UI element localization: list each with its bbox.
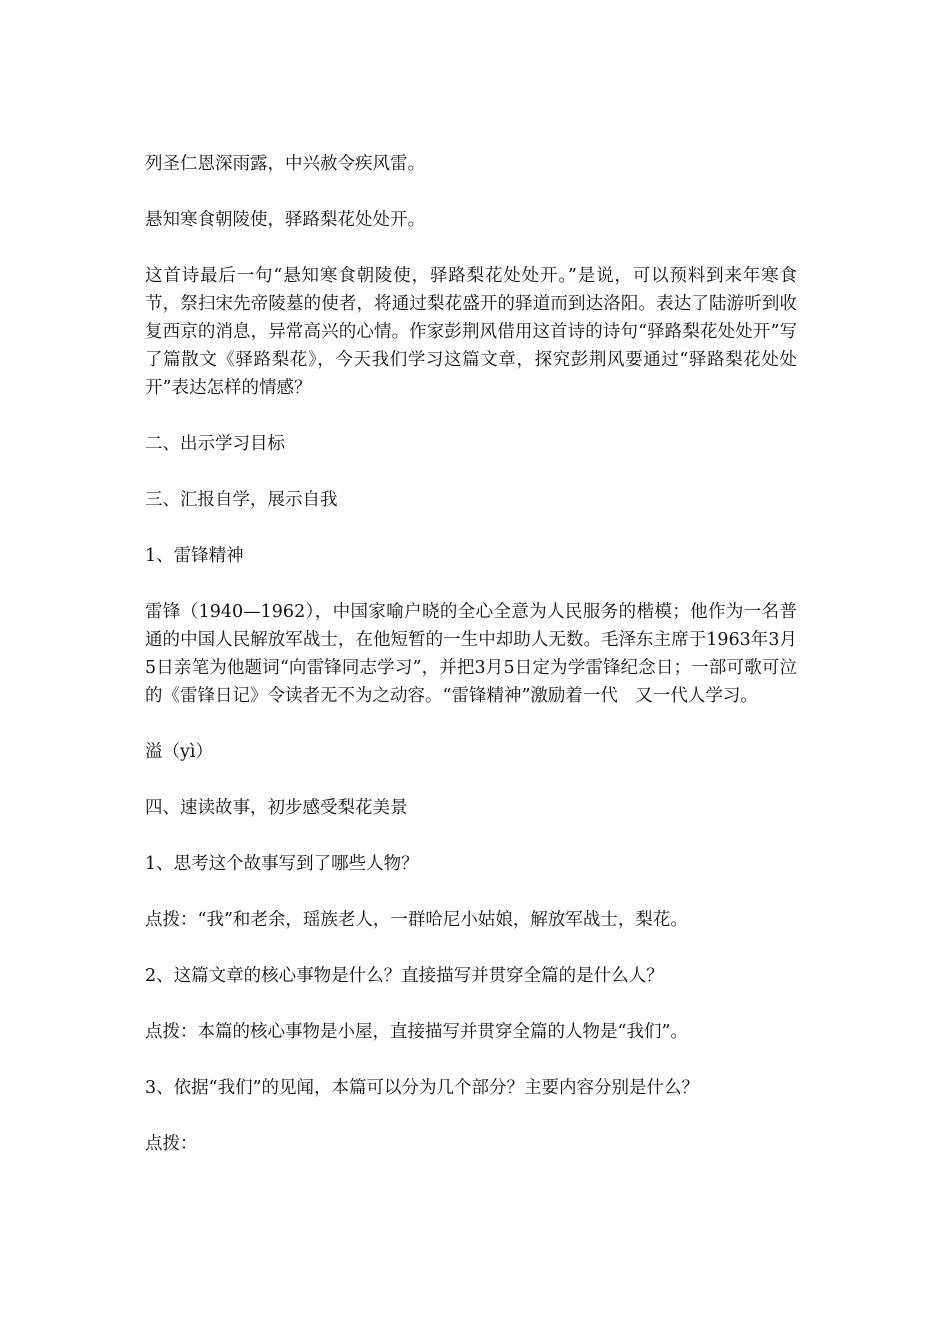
question-3: 3、依据“我们”的见闻，本篇可以分为几个部分？主要内容分别是什么？ (145, 1078, 700, 1098)
poem-line-2: 悬知寒食朝陵使，驿路梨花处处开。 (145, 210, 425, 230)
question-1: 1、思考这个故事写到了哪些人物？ (145, 854, 419, 874)
pronunciation-note: 溢（yì） (145, 742, 213, 762)
subheading-lei-feng-spirit: 1、雷锋精神 (145, 546, 244, 566)
poem-line-1: 列圣仁恩深雨露，中兴赦令疾风雷。 (145, 154, 425, 174)
lei-feng-paragraph: 雷锋（1940—1962），中国家喻户晓的全心全意为人民服务的楷模；他作为一名普通的中国人民解放军战士，在他短暂的一生中却助人无数。毛泽东主席于1963年3月5日亲笔为他题词“向雷锋同志学习”，并把3月5日定为学雷锋纪念日；一部可歌可泣的《雷锋日记》令读者无不为之动容。“雷锋精神”激励着一代 又一代人学习。 (145, 602, 797, 706)
section-heading-self-study: 三、汇报自学，展示自我 (145, 490, 338, 510)
answer-3: 点拨： (145, 1134, 198, 1154)
section-heading-speed-reading: 四、速读故事，初步感受梨花美景 (145, 798, 408, 818)
section-heading-learning-goals: 二、出示学习目标 (145, 434, 285, 454)
answer-2: 点拨：本篇的核心事物是小屋，直接描写并贯穿全篇的人物是“我们”。 (145, 1022, 688, 1042)
document-body (145, 150, 797, 1186)
answer-1: 点拨：“我”和老余，瑶族老人，一群哈尼小姑娘，解放军战士，梨花。 (145, 910, 688, 930)
poem-explanation-paragraph: 这首诗最后一句“悬知寒食朝陵使，驿路梨花处处开。”是说，可以预料到来年寒食节，祭扫宋先帝陵墓的使者，将通过梨花盛开的驿道而到达洛阳。表达了陆游听到收复西京的消息，异常高兴的心情。作家彭荆风借用这首诗的诗句“驿路梨花处处开”写了篇散文《驿路梨花》，今天我们学习这篇文章，探究彭荆风要通过“驿路梨花处处开”表达怎样的情感？ (145, 266, 797, 398)
question-2: 2、这篇文章的核心事物是什么？直接描写并贯穿全篇的是什么人？ (145, 966, 664, 986)
